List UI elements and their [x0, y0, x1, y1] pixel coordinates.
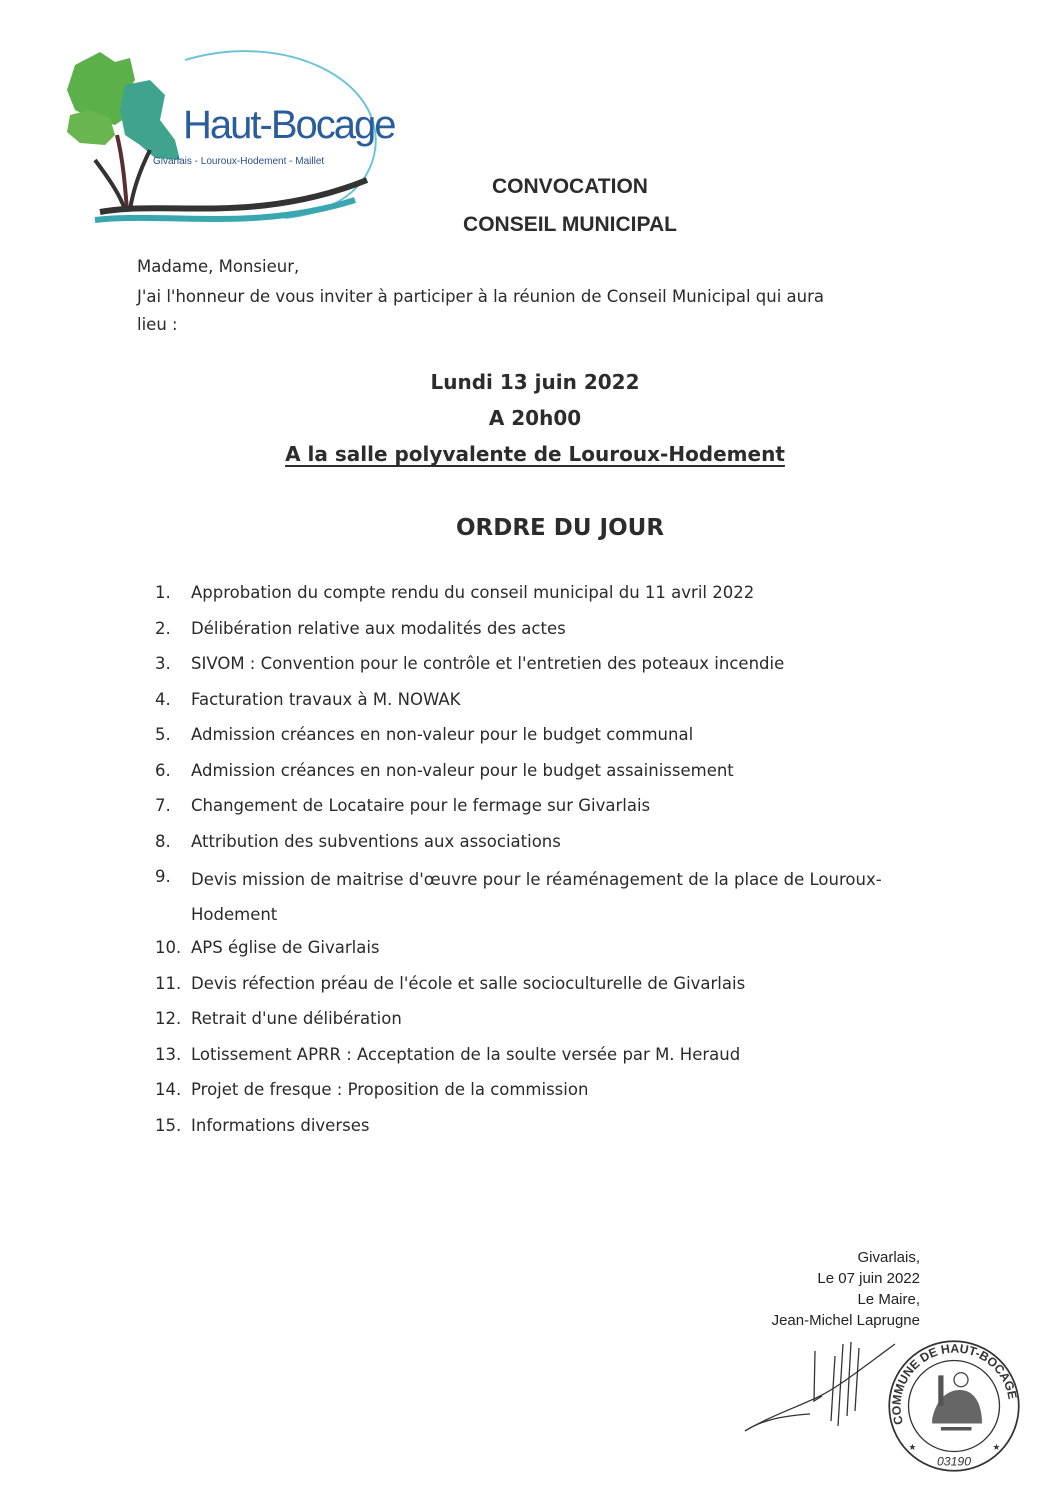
agenda-item [155, 720, 911, 756]
signature-role: Le Maire, [857, 1291, 920, 1308]
signature-name: Jean-Michel Laprugne [771, 1312, 920, 1329]
agenda-item-text: Changement de Locataire pour le fermage sur Givarlais [191, 796, 651, 815]
agenda-item [155, 578, 911, 614]
agenda-item [155, 756, 911, 792]
star-icon: ★ [908, 1442, 917, 1453]
intro-line1: J'ai l'honneur de vous inviter à participer à la réunion de Conseil Municipal qui aura [137, 287, 825, 306]
signature-place: Givarlais, [857, 1249, 920, 1266]
agenda-item-text: SIVOM : Convention pour le contrôle et l'entretien des poteaux incendie [191, 654, 785, 673]
agenda-item-number: 1. [155, 583, 171, 602]
meeting-date: Lundi 13 juin 2022 [430, 370, 640, 394]
agenda-item-text: Délibération relative aux modalités des actes [191, 618, 566, 638]
agenda-item [155, 1004, 911, 1040]
agenda-item-text: Projet de fresque : Proposition de la commission [191, 1080, 589, 1099]
marianne-emblem-icon [932, 1373, 982, 1431]
document-title-line1: CONVOCATION [492, 175, 648, 198]
agenda-title: ORDRE DU JOUR [455, 515, 665, 541]
commune-stamp [884, 1336, 1024, 1476]
haut-bocage-logo [55, 40, 395, 230]
agenda-item-number: 13. [155, 1044, 182, 1064]
stamp-postcode: 03190 [936, 1454, 972, 1469]
agenda-item-number: 6. [155, 760, 171, 780]
agenda-item [155, 649, 911, 685]
agenda-item-number: 2. [155, 618, 171, 638]
logo-title: Haut-Bocage [183, 103, 395, 147]
meeting-time: A 20h00 [488, 406, 582, 430]
agenda-item-number: 9. [155, 867, 171, 886]
agenda-item-number: 7. [155, 796, 171, 815]
agenda-item [155, 827, 911, 863]
star-icon: ★ [992, 1442, 1001, 1453]
agenda-list [155, 578, 911, 1146]
agenda-item-text: Lotissement APRR : Acceptation de la soulte versée par M. Heraud [191, 1044, 741, 1064]
agenda-item-text: Devis mission de maitrise d'œuvre pour le réaménagement de la place de Louroux-Hodement [191, 870, 882, 924]
agenda-item-number: 3. [155, 654, 171, 673]
agenda-item [155, 969, 911, 1005]
agenda-item [155, 1075, 911, 1111]
signature-date: Le 07 juin 2022 [817, 1270, 920, 1287]
agenda-item-number: 12. [155, 1009, 182, 1028]
agenda-item-number: 14. [155, 1080, 182, 1099]
agenda-item [155, 1040, 911, 1076]
agenda-item-number: 10. [155, 938, 182, 957]
agenda-item-text: Facturation travaux à M. NOWAK [191, 689, 461, 709]
agenda-item-text: Informations diverses [191, 1115, 370, 1135]
agenda-item [155, 862, 911, 933]
document-title-line2: CONSEIL MUNICIPAL [463, 213, 677, 236]
logo-subtitle: Givarlais - Louroux-Hodement - Maillet [153, 156, 325, 167]
agenda-item-text: Attribution des subventions aux associations [191, 831, 561, 851]
agenda-item [155, 933, 911, 969]
agenda-item-text: Admission créances en non-valeur pour le budget assainissement [191, 760, 734, 780]
agenda-item [155, 685, 911, 721]
agenda-item-number: 15. [155, 1115, 182, 1135]
meeting-place: A la salle polyvalente de Louroux-Hodement [285, 442, 785, 466]
agenda-item-number: 5. [155, 725, 171, 744]
agenda-item-text: Approbation du compte rendu du conseil municipal du 11 avril 2022 [191, 583, 755, 602]
agenda-item-number: 11. [155, 973, 182, 993]
agenda-item-text: Retrait d'une délibération [191, 1009, 402, 1028]
agenda-item [155, 1111, 911, 1147]
intro-line2: lieu : [137, 315, 178, 334]
agenda-item-text: Devis réfection préau de l'école et salle socioculturelle de Givarlais [191, 973, 746, 993]
agenda-item-number: 4. [155, 689, 171, 709]
agenda-item-number: 8. [155, 831, 171, 851]
agenda-item [155, 791, 911, 827]
salutation: Madame, Monsieur, [137, 257, 300, 276]
agenda-item-text: APS église de Givarlais [191, 938, 380, 957]
handwritten-signature [740, 1336, 900, 1436]
agenda-item [155, 614, 911, 650]
stamp-text: COMMUNE DE HAUT-BOCAGE [889, 1341, 1020, 1427]
agenda-item-text: Admission créances en non-valeur pour le budget communal [191, 725, 694, 744]
